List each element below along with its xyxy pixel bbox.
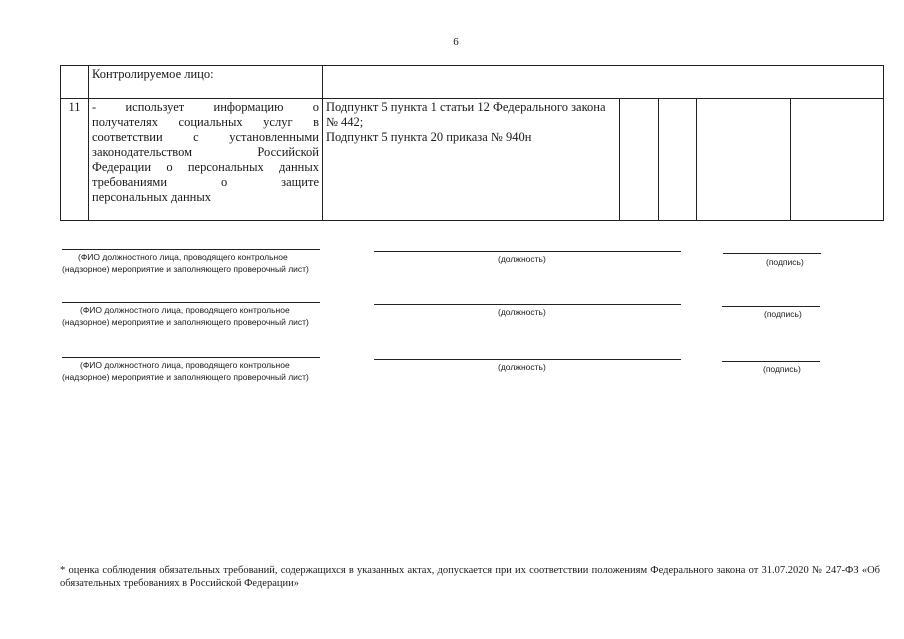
table-row-controlled-person bbox=[61, 66, 884, 99]
signature-line[interactable] bbox=[722, 361, 820, 362]
fio-caption-line1: (ФИО должностного лица, проводящего контрольное bbox=[80, 360, 290, 370]
fio-line[interactable] bbox=[62, 249, 320, 250]
row-number: 11 bbox=[61, 99, 89, 221]
position-line[interactable] bbox=[374, 251, 681, 252]
checklist-table bbox=[60, 65, 884, 221]
table-cell-empty bbox=[61, 66, 89, 99]
signature-caption: (подпись) bbox=[763, 364, 801, 374]
requirement-line: Федерации о персональных данных bbox=[92, 160, 319, 174]
requirement-line: - использует информацию о bbox=[92, 100, 319, 114]
position-line[interactable] bbox=[374, 304, 681, 305]
requirement-line: соответствии с установленными bbox=[92, 130, 319, 144]
signature-block bbox=[0, 353, 904, 403]
signature-caption: (подпись) bbox=[766, 257, 804, 267]
answer-cell-not-applicable[interactable] bbox=[697, 99, 791, 221]
signature-block bbox=[0, 298, 904, 348]
requirement-line: законодательством Российской bbox=[92, 145, 319, 159]
fio-caption-line1: (ФИО должностного лица, проводящего контрольное bbox=[78, 252, 288, 262]
signature-block bbox=[0, 245, 904, 295]
signature-line[interactable] bbox=[723, 253, 821, 254]
requirement-line: требованиями о защите bbox=[92, 175, 319, 189]
requirement-line: получателях социальных услуг в bbox=[92, 115, 319, 129]
page-number: 6 bbox=[453, 36, 459, 48]
signature-caption: (подпись) bbox=[764, 309, 802, 319]
controlled-person-label: Контролируемое лицо: bbox=[89, 66, 323, 99]
legal-reference bbox=[323, 99, 620, 221]
fio-caption-line2: (надзорное) мероприятие и заполняющего проверочный лист) bbox=[62, 264, 309, 274]
requirement-text bbox=[89, 99, 323, 221]
legal-reference-2: Подпункт 5 пункта 20 приказа № 940н bbox=[326, 130, 532, 144]
answer-cell-note[interactable] bbox=[791, 99, 884, 221]
position-caption: (должность) bbox=[498, 254, 546, 264]
table-row-11 bbox=[61, 99, 884, 221]
position-line[interactable] bbox=[374, 359, 681, 360]
position-caption: (должность) bbox=[498, 362, 546, 372]
position-caption: (должность) bbox=[498, 307, 546, 317]
fio-caption-line2: (надзорное) мероприятие и заполняющего проверочный лист) bbox=[62, 317, 309, 327]
signature-line[interactable] bbox=[722, 306, 820, 307]
table-cell-empty-merged bbox=[323, 66, 884, 99]
requirement-line: персональных данных bbox=[92, 190, 211, 204]
fio-caption-line2: (надзорное) мероприятие и заполняющего проверочный лист) bbox=[62, 372, 309, 382]
fio-line[interactable] bbox=[62, 357, 320, 358]
legal-reference-1: Подпункт 5 пункта 1 статьи 12 Федерального закона № 442; bbox=[326, 100, 606, 129]
answer-cell-yes[interactable] bbox=[620, 99, 659, 221]
fio-line[interactable] bbox=[62, 302, 320, 303]
footnote: * оценка соблюдения обязательных требований, содержащихся в указанных актах, допускается при их соответствии положениям Федерального закона от 31.07.2020 № 247-ФЗ «Об обязательных требованиях в Российской Федерации» bbox=[60, 565, 880, 589]
fio-caption-line1: (ФИО должностного лица, проводящего контрольное bbox=[80, 305, 290, 315]
answer-cell-no[interactable] bbox=[659, 99, 697, 221]
